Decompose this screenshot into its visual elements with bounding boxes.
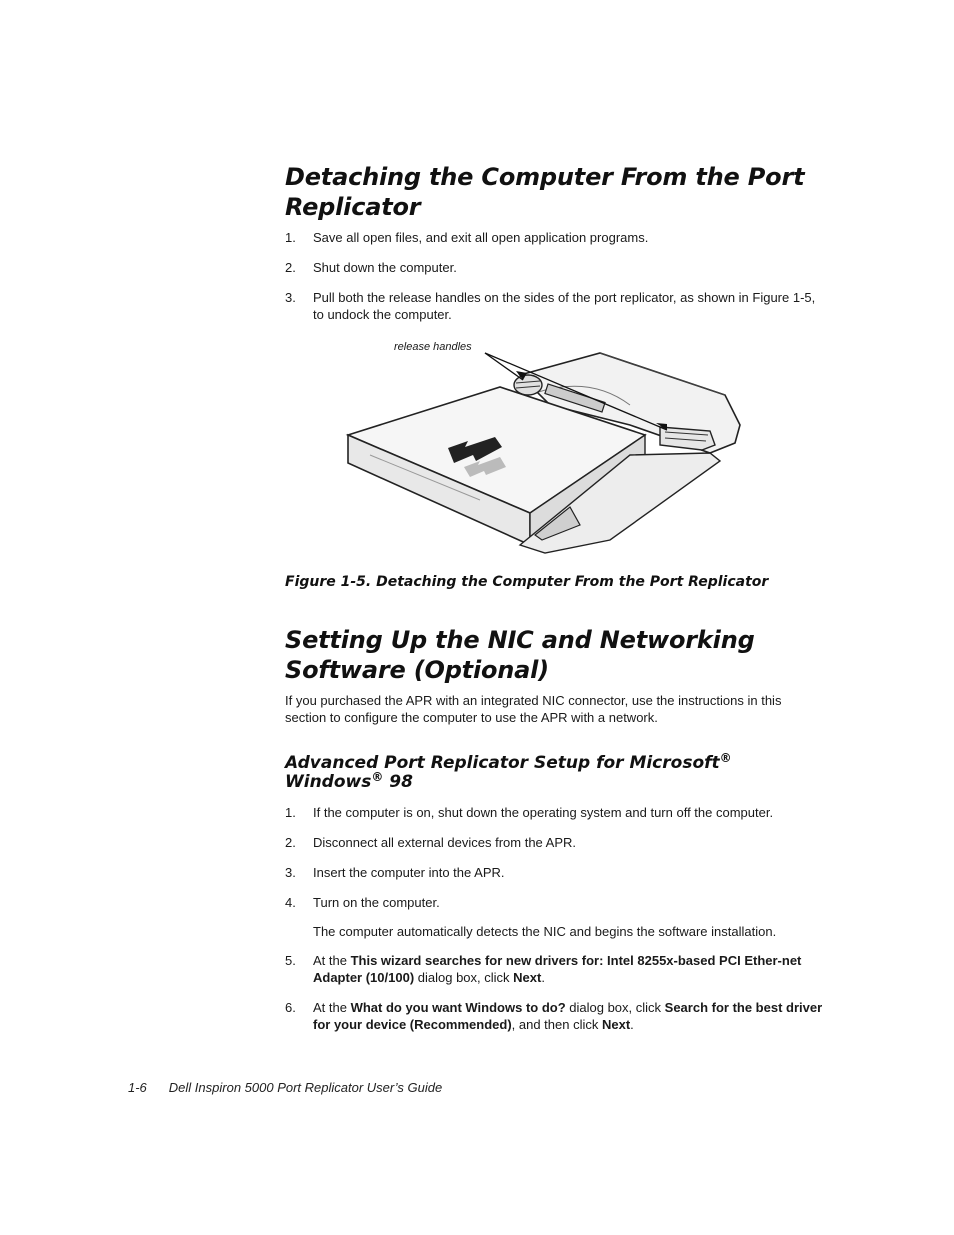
section-title-detaching: Detaching the Computer From the Port Replicator xyxy=(285,163,805,221)
steps-detaching xyxy=(285,229,825,336)
section-detaching xyxy=(285,162,825,222)
list-item: 1. Save all open files, and exit all open application programs. xyxy=(285,230,649,245)
document-title: Dell Inspiron 5000 Port Replicator User’s Guide xyxy=(168,1080,443,1095)
steps-apr-setup xyxy=(285,804,825,1046)
page-number: 1-6 xyxy=(128,1080,147,1095)
step-note: The computer automatically detects the NIC and begins the software installation. xyxy=(313,924,777,939)
list-item: 2. Shut down the computer. xyxy=(285,260,457,275)
port-replicator-illustration xyxy=(330,335,750,560)
figure-port-replicator xyxy=(330,335,750,560)
list-item: 3. Insert the computer into the APR. xyxy=(285,865,505,880)
list-item: 5. At the This wizard searches for new drivers for: Intel 8255x-based PCI Ether-net Adapter (10/100) dialog box, click Next. xyxy=(285,953,802,985)
figure-caption: Figure 1-5. Detaching the Computer From the Port Replicator xyxy=(285,574,769,590)
section-nic-intro: If you purchased the APR with an integrated NIC connector, use the instructions in this section to configure the computer to use the APR with a network. xyxy=(285,693,782,725)
list-item: 3. Pull both the release handles on the sides of the port replicator, as shown in Figure 1-5, to undock the computer. xyxy=(285,290,816,322)
list-item: 2. Disconnect all external devices from the APR. xyxy=(285,835,577,850)
section-title-nic: Setting Up the NIC and Networking Software (Optional) xyxy=(285,626,755,684)
subsection-title: Advanced Port Replicator Setup for Microsoft® Windows® 98 xyxy=(285,751,732,792)
figure-label: release handles xyxy=(394,341,472,353)
list-item: 4. Turn on the computer. The computer automatically detects the NIC and begins the software installation. xyxy=(285,894,825,940)
page-footer xyxy=(128,1080,442,1095)
subsection-apr-setup xyxy=(285,751,825,792)
list-item: 6. At the What do you want Windows to do? dialog box, click Search for the best driver for your device (Recommended), and then click Next. xyxy=(285,1000,823,1032)
list-item: 1. If the computer is on, shut down the operating system and turn off the computer. xyxy=(285,805,774,820)
section-nic xyxy=(285,625,825,685)
